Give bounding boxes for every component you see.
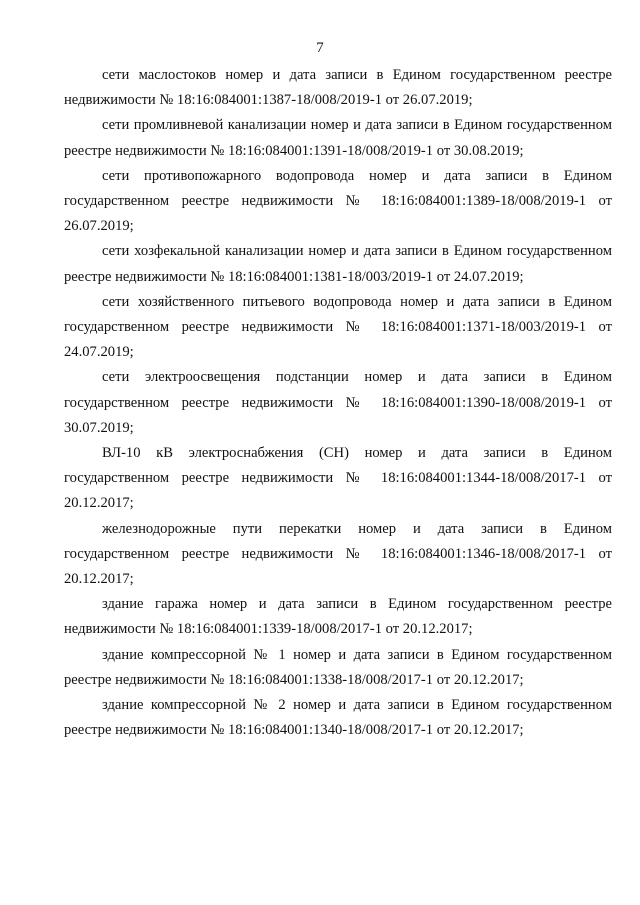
paragraph-2: сети промливневой канализации номер и дата записи в Едином государственном реестре недвижимости № 18:16:084001:1391-18/008/2019-1 от 30.08.2019; — [64, 117, 612, 159]
paragraph-9: здание гаража номер и дата записи в Едином государственном реестре недвижимости № 18:16:084001:1339-18/008/2017-1 от 20.12.2017; — [64, 596, 612, 638]
paragraph-7: ВЛ-10 кВ электроснабжения (СН) номер и дата записи в Едином государственном реестре недвижимости № 18:16:084001:1344-18/008/2017-1 от 20.12.2017; — [64, 445, 612, 512]
paragraph-10: здание компрессорной № 1 номер и дата записи в Едином государственном реестре недвижимости № 18:16:084001:1338-18/008/2017-1 от 20.12.2017; — [64, 646, 612, 688]
paragraph-11: здание компрессорной № 2 номер и дата записи в Едином государственном реестре недвижимости № 18:16:084001:1340-18/008/2017-1 от 20.12.2017; — [64, 697, 612, 739]
page-number: 7 — [316, 40, 324, 56]
paragraph-8: железнодорожные пути перекатки номер и дата записи в Едином государственном реестре недвижимости № 18:16:084001:1346-18/008/2017-1 от 20.12.2017; — [64, 520, 612, 588]
paragraph-5: сети хозяйственного питьевого водопровода номер и дата записи в Едином государственном реестре недвижимости № 18:16:084001:1371-18/003/2019-1 от 24.07.2019; — [64, 293, 612, 361]
document-body — [64, 63, 612, 743]
paragraph-4: сети хозфекальной канализации номер и дата записи в Едином государственном реестре недвижимости № 18:16:084001:1381-18/003/2019-1 от 24.07.2019; — [64, 243, 612, 285]
paragraph-6: сети электроосвещения подстанции номер и дата записи в Едином государственном реестре недвижимости № 18:16:084001:1390-18/008/2019-1 от 30.07.2019; — [64, 369, 612, 436]
paragraph-1: сети маслостоков номер и дата записи в Едином государственном реестре недвижимости № 18:16:084001:1387-18/008/2019-1 от 26.07.2019; — [64, 67, 612, 109]
paragraph-3: сети противопожарного водопровода номер и дата записи в Едином государственном реестре недвижимости № 18:16:084001:1389-18/008/2019-1 от 26.07.2019; — [64, 167, 612, 235]
